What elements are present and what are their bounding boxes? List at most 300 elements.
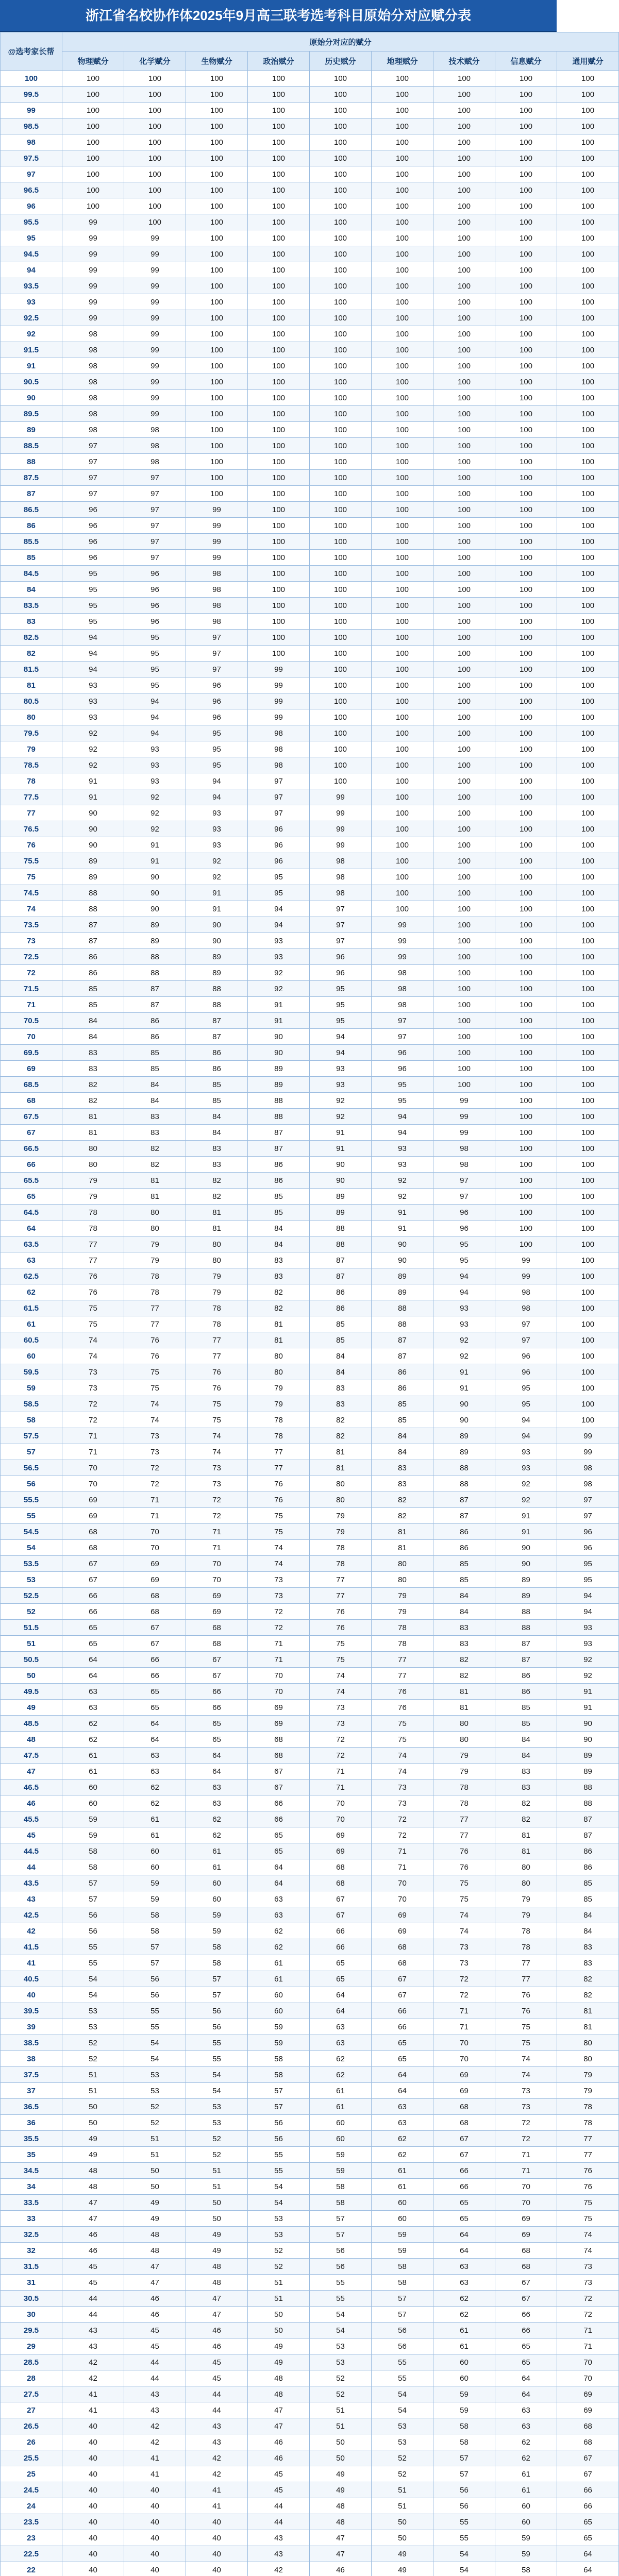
converted-score-cell: 100 [372,757,433,773]
raw-score-cell: 57.5 [1,1428,62,1444]
converted-score-cell: 96 [186,693,248,709]
converted-score-cell: 100 [372,87,433,103]
converted-score-cell: 51 [62,2067,124,2083]
table-row [1,1508,619,1524]
converted-score-cell: 96 [62,502,124,518]
raw-score-cell: 70 [1,1029,62,1045]
converted-score-cell: 100 [248,438,310,454]
converted-score-cell: 59 [186,1907,248,1923]
converted-score-cell: 43 [248,2530,310,2546]
table-row [1,1300,619,1316]
converted-score-cell: 87 [372,1348,433,1364]
converted-score-cell: 73 [186,1460,248,1476]
converted-score-cell: 100 [557,87,619,103]
converted-score-cell: 64 [62,1652,124,1668]
converted-score-cell: 100 [433,646,495,662]
converted-score-cell: 80 [372,1556,433,1572]
converted-score-cell: 100 [557,1268,619,1284]
converted-score-cell: 98 [248,725,310,741]
converted-score-cell: 63 [62,1700,124,1716]
converted-score-cell: 50 [310,2434,372,2450]
converted-score-cell: 80 [433,1716,495,1732]
converted-score-cell: 72 [248,1620,310,1636]
converted-score-cell: 56 [248,2115,310,2131]
converted-score-cell: 100 [557,1252,619,1268]
converted-score-cell: 91 [495,1524,557,1540]
converted-score-cell: 100 [372,677,433,693]
converted-score-cell: 100 [372,853,433,869]
converted-score-cell: 40 [124,2546,186,2562]
converted-score-cell: 63 [124,1748,186,1764]
converted-score-cell: 100 [433,789,495,805]
converted-score-cell: 51 [124,2147,186,2163]
converted-score-cell: 90 [248,1045,310,1061]
raw-score-cell: 68.5 [1,1077,62,1093]
converted-score-cell: 98 [186,598,248,614]
converted-score-cell: 90 [124,885,186,901]
converted-score-cell: 43 [124,2402,186,2418]
raw-score-cell: 34 [1,2179,62,2195]
table-row [1,2323,619,2338]
converted-score-cell: 72 [433,1987,495,2003]
converted-score-cell: 84 [186,1125,248,1141]
converted-score-cell: 49 [186,2227,248,2243]
converted-score-cell: 98 [124,438,186,454]
converted-score-cell: 53 [248,2211,310,2227]
converted-score-cell: 100 [124,182,186,198]
converted-score-cell: 46 [62,2227,124,2243]
table-row [1,1236,619,1252]
raw-score-cell: 86.5 [1,502,62,518]
converted-score-cell: 94 [124,709,186,725]
converted-score-cell: 100 [372,837,433,853]
converted-score-cell: 100 [557,630,619,646]
table-row [1,837,619,853]
converted-score-cell: 84 [372,1428,433,1444]
converted-score-cell: 100 [495,853,557,869]
table-row [1,566,619,582]
converted-score-cell: 65 [433,2211,495,2227]
converted-score-cell: 49 [310,2482,372,2498]
converted-score-cell: 100 [557,965,619,981]
converted-score-cell: 51 [186,2163,248,2179]
raw-score-cell: 32.5 [1,2227,62,2243]
converted-score-cell: 100 [495,725,557,741]
converted-score-cell: 62 [372,2147,433,2163]
converted-score-cell: 71 [310,1780,372,1795]
converted-score-cell: 99 [124,262,186,278]
converted-score-cell: 55 [248,2163,310,2179]
converted-score-cell: 87 [495,1652,557,1668]
converted-score-cell: 78 [62,1221,124,1236]
converted-score-cell: 56 [62,1923,124,1939]
converted-score-cell: 44 [62,2307,124,2323]
table-row [1,1795,619,1811]
raw-score-cell: 70.5 [1,1013,62,1029]
converted-score-cell: 91 [248,1013,310,1029]
converted-score-cell: 56 [433,2482,495,2498]
converted-score-cell: 44 [186,2402,248,2418]
converted-score-cell: 100 [495,1125,557,1141]
converted-score-cell: 79 [248,1380,310,1396]
converted-score-cell: 67 [124,1636,186,1652]
converted-score-cell: 100 [495,901,557,917]
raw-score-cell: 57 [1,1444,62,1460]
converted-score-cell: 100 [433,949,495,965]
raw-score-cell: 45 [1,1827,62,1843]
converted-score-cell: 94 [433,1268,495,1284]
converted-score-cell: 100 [433,166,495,182]
converted-score-cell: 98 [372,997,433,1013]
table-row [1,1492,619,1508]
converted-score-cell: 93 [62,677,124,693]
converted-score-cell: 99 [248,709,310,725]
converted-score-cell: 100 [248,182,310,198]
converted-score-cell: 86 [310,1284,372,1300]
converted-score-cell: 100 [186,374,248,390]
converted-score-cell: 80 [310,1476,372,1492]
converted-score-cell: 70 [372,1875,433,1891]
converted-score-cell: 67 [433,2147,495,2163]
converted-score-cell: 100 [372,422,433,438]
converted-score-cell: 66 [557,2482,619,2498]
converted-score-cell: 100 [248,550,310,566]
converted-score-cell: 69 [186,1588,248,1604]
raw-score-cell: 31.5 [1,2259,62,2275]
converted-score-cell: 100 [186,454,248,470]
table-row [1,885,619,901]
converted-score-cell: 94 [124,693,186,709]
converted-score-cell: 100 [310,230,372,246]
converted-score-cell: 100 [310,310,372,326]
converted-score-cell: 63 [248,1891,310,1907]
converted-score-cell: 65 [433,2195,495,2211]
table-row [1,630,619,646]
converted-score-cell: 80 [62,1157,124,1173]
converted-score-cell: 100 [186,103,248,118]
converted-score-cell: 97 [124,486,186,502]
converted-score-cell: 47 [248,2418,310,2434]
converted-score-cell: 61 [62,1764,124,1780]
converted-score-cell: 97 [310,901,372,917]
converted-score-cell: 83 [495,1780,557,1795]
converted-score-cell: 96 [124,566,186,582]
converted-score-cell: 100 [557,118,619,134]
converted-score-cell: 100 [557,294,619,310]
converted-score-cell: 95 [62,614,124,630]
converted-score-cell: 100 [557,598,619,614]
converted-score-cell: 99 [124,374,186,390]
converted-score-cell: 100 [433,470,495,486]
converted-score-cell: 46 [62,2243,124,2259]
converted-score-cell: 98 [372,965,433,981]
converted-score-cell: 52 [372,2450,433,2466]
converted-score-cell: 78 [248,1412,310,1428]
converted-score-cell: 100 [186,182,248,198]
converted-score-cell: 100 [310,486,372,502]
converted-score-cell: 80 [124,1205,186,1221]
converted-score-cell: 97 [557,1508,619,1524]
converted-score-cell: 96 [495,1348,557,1364]
converted-score-cell: 71 [310,1764,372,1780]
converted-score-cell: 100 [495,917,557,933]
converted-score-cell: 75 [248,1524,310,1540]
converted-score-cell: 88 [310,1221,372,1236]
converted-score-cell: 100 [310,134,372,150]
converted-score-cell: 70 [248,1668,310,1684]
converted-score-cell: 76 [433,1859,495,1875]
raw-score-cell: 47.5 [1,1748,62,1764]
converted-score-cell: 99 [62,230,124,246]
converted-score-cell: 59 [495,2546,557,2562]
converted-score-cell: 54 [62,1971,124,1987]
converted-score-cell: 100 [495,662,557,677]
converted-score-cell: 82 [433,1652,495,1668]
raw-score-cell: 75.5 [1,853,62,869]
table-row [1,166,619,182]
converted-score-cell: 100 [433,342,495,358]
converted-score-cell: 65 [495,2354,557,2370]
converted-score-cell: 58 [495,2562,557,2576]
converted-score-cell: 92 [186,853,248,869]
converted-score-cell: 94 [124,725,186,741]
converted-score-cell: 67 [372,1971,433,1987]
raw-score-cell: 93 [1,294,62,310]
converted-score-cell: 62 [310,2051,372,2067]
converted-score-cell: 87 [62,917,124,933]
converted-score-cell: 100 [557,1236,619,1252]
converted-score-cell: 100 [248,150,310,166]
converted-score-cell: 96 [62,534,124,550]
converted-score-cell: 60 [186,1891,248,1907]
converted-score-cell: 88 [124,965,186,981]
converted-score-cell: 85 [433,1572,495,1588]
converted-score-cell: 76 [248,1476,310,1492]
table-row [1,1428,619,1444]
converted-score-cell: 92 [62,725,124,741]
converted-score-cell: 89 [372,1284,433,1300]
converted-score-cell: 74 [557,2243,619,2259]
converted-score-cell: 90 [186,933,248,949]
converted-score-cell: 86 [495,1684,557,1700]
converted-score-cell: 61 [186,1843,248,1859]
raw-score-cell: 59.5 [1,1364,62,1380]
converted-score-cell: 46 [186,2323,248,2338]
table-row [1,1460,619,1476]
raw-score-cell: 63.5 [1,1236,62,1252]
table-row [1,310,619,326]
converted-score-cell: 100 [557,1380,619,1396]
converted-score-cell: 58 [62,1859,124,1875]
converted-score-cell: 100 [557,646,619,662]
converted-score-cell: 75 [433,1875,495,1891]
converted-score-cell: 43 [124,2386,186,2402]
converted-score-cell: 63 [124,1764,186,1780]
converted-score-cell: 100 [186,406,248,422]
raw-score-cell: 43.5 [1,1875,62,1891]
converted-score-cell: 45 [124,2323,186,2338]
table-row [1,1827,619,1843]
raw-score-cell: 64.5 [1,1205,62,1221]
converted-score-cell: 99 [495,1252,557,1268]
raw-score-cell: 36.5 [1,2099,62,2115]
raw-score-cell: 42 [1,1923,62,1939]
converted-score-cell: 73 [124,1444,186,1460]
converted-score-cell: 71 [433,2003,495,2019]
converted-score-cell: 100 [310,598,372,614]
converted-score-cell: 42 [62,2370,124,2386]
raw-score-cell: 46.5 [1,1780,62,1795]
converted-score-cell: 46 [186,2338,248,2354]
converted-score-cell: 67 [248,1764,310,1780]
converted-score-cell: 100 [186,422,248,438]
converted-score-cell: 50 [124,2163,186,2179]
converted-score-cell: 96 [557,1540,619,1556]
converted-score-cell: 75 [248,1508,310,1524]
converted-score-cell: 100 [372,821,433,837]
converted-score-cell: 100 [557,374,619,390]
converted-score-cell: 100 [433,853,495,869]
converted-score-cell: 88 [433,1460,495,1476]
converted-score-cell: 100 [372,454,433,470]
converted-score-cell: 95 [557,1556,619,1572]
converted-score-cell: 43 [248,2546,310,2562]
raw-score-cell: 96.5 [1,182,62,198]
converted-score-cell: 100 [310,454,372,470]
converted-score-cell: 68 [433,2115,495,2131]
raw-score-cell: 71 [1,997,62,1013]
converted-score-cell: 74 [124,1412,186,1428]
converted-score-cell: 92 [433,1332,495,1348]
converted-score-cell: 56 [186,2019,248,2035]
converted-score-cell: 86 [433,1540,495,1556]
table-row [1,2243,619,2259]
converted-score-cell: 45 [186,2354,248,2370]
converted-score-cell: 100 [248,166,310,182]
converted-score-cell: 58 [433,2434,495,2450]
converted-score-cell: 59 [186,1923,248,1939]
converted-score-cell: 55 [124,2003,186,2019]
converted-score-cell: 98 [62,406,124,422]
converted-score-cell: 68 [186,1636,248,1652]
converted-score-cell: 40 [124,2530,186,2546]
table-row [1,1955,619,1971]
converted-score-cell: 50 [248,2323,310,2338]
converted-score-cell: 100 [557,837,619,853]
converted-score-cell: 41 [186,2498,248,2514]
converted-score-cell: 100 [248,374,310,390]
converted-score-cell: 67 [62,1572,124,1588]
converted-score-cell: 76 [495,1987,557,2003]
converted-score-cell: 100 [433,566,495,582]
converted-score-cell: 100 [557,1029,619,1045]
converted-score-cell: 79 [372,1588,433,1604]
converted-score-cell: 96 [310,949,372,965]
converted-score-cell: 100 [186,438,248,454]
converted-score-cell: 100 [433,422,495,438]
converted-score-cell: 92 [310,1109,372,1125]
converted-score-cell: 100 [248,390,310,406]
raw-score-cell: 93.5 [1,278,62,294]
converted-score-cell: 80 [557,2035,619,2051]
converted-score-cell: 62 [372,2131,433,2147]
converted-score-cell: 49 [62,2131,124,2147]
converted-score-cell: 93 [248,933,310,949]
converted-score-cell: 97 [124,534,186,550]
converted-score-cell: 99 [372,933,433,949]
converted-score-cell: 100 [495,1045,557,1061]
table-row [1,1444,619,1460]
converted-score-cell: 50 [62,2115,124,2131]
table-row [1,2354,619,2370]
converted-score-cell: 100 [557,805,619,821]
raw-score-cell: 60 [1,1348,62,1364]
converted-score-cell: 100 [248,246,310,262]
raw-score-cell: 31 [1,2275,62,2291]
converted-score-cell: 100 [557,278,619,294]
converted-score-cell: 100 [557,1348,619,1364]
converted-score-cell: 100 [372,614,433,630]
converted-score-cell: 59 [248,2035,310,2051]
converted-score-cell: 97 [186,646,248,662]
converted-score-cell: 72 [186,1492,248,1508]
converted-score-cell: 100 [372,230,433,246]
converted-score-cell: 100 [557,693,619,709]
table-row [1,1476,619,1492]
converted-score-cell: 45 [186,2370,248,2386]
converted-score-cell: 51 [372,2498,433,2514]
converted-score-cell: 100 [557,981,619,997]
converted-score-cell: 51 [186,2179,248,2195]
converted-score-cell: 73 [310,1700,372,1716]
converted-score-cell: 98 [62,374,124,390]
converted-score-cell: 98 [433,1141,495,1157]
raw-score-cell: 56 [1,1476,62,1492]
converted-score-cell: 99 [433,1125,495,1141]
converted-score-cell: 80 [248,1348,310,1364]
converted-score-cell: 86 [557,1843,619,1859]
table-row [1,1604,619,1620]
converted-score-cell: 99 [433,1109,495,1125]
converted-score-cell: 76 [62,1284,124,1300]
raw-score-cell: 33.5 [1,2195,62,2211]
raw-score-cell: 75 [1,869,62,885]
converted-score-cell: 41 [186,2482,248,2498]
table-row [1,805,619,821]
converted-score-cell: 99 [186,534,248,550]
converted-score-cell: 100 [310,741,372,757]
converted-score-cell: 90 [557,1732,619,1748]
converted-score-cell: 100 [433,438,495,454]
converted-score-cell: 86 [62,949,124,965]
converted-score-cell: 100 [557,1205,619,1221]
converted-score-cell: 100 [248,422,310,438]
converted-score-cell: 100 [557,103,619,118]
converted-score-cell: 100 [124,87,186,103]
converted-score-cell: 71 [186,1540,248,1556]
converted-score-cell: 53 [186,2115,248,2131]
converted-score-cell: 58 [310,2179,372,2195]
converted-score-cell: 100 [557,1284,619,1300]
converted-score-cell: 100 [124,134,186,150]
converted-score-cell: 100 [557,933,619,949]
table-row [1,2418,619,2434]
converted-score-cell: 100 [495,198,557,214]
table-row [1,2067,619,2083]
converted-score-cell: 100 [495,103,557,118]
converted-score-cell: 100 [248,454,310,470]
table-row [1,230,619,246]
